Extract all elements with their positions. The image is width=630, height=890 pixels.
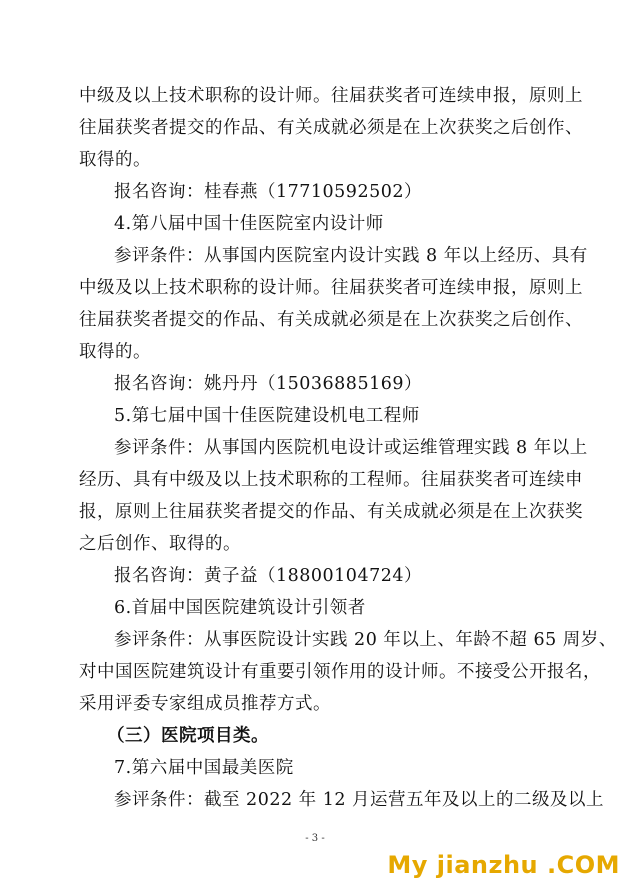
paragraph-line: 对中国医院建筑设计有重要引领作用的设计师。不接受公开报名， (79, 662, 601, 682)
category-heading: （三）医院项目类。 (107, 726, 269, 746)
paragraph-line: 往届获奖者提交的作品、有关成就必须是在上次获奖之后创作、 (79, 118, 583, 138)
section-heading: 7.第六届中国最美医院 (114, 758, 294, 778)
paragraph-line: 往届获奖者提交的作品、有关成就必须是在上次获奖之后创作、 (79, 310, 583, 330)
paragraph-line: 报，原则上往届获奖者提交的作品、有关成就必须是在上次获奖 (79, 502, 583, 522)
section-heading: 5.第七届中国十佳医院建设机电工程师 (114, 406, 420, 426)
paragraph-line: 参评条件：从事医院设计实践 20 年以上、年龄不超 65 周岁、 (114, 630, 617, 650)
paragraph-line: 参评条件：截至 2022 年 12 月运营五年及以上的二级及以上 (114, 790, 605, 810)
paragraph-line: 参评条件：从事国内医院机电设计或运维管理实践 8 年以上 (114, 438, 588, 458)
paragraph-line: 经历、具有中级及以上技术职称的工程师。往届获奖者可连续申 (79, 470, 583, 490)
paragraph-line: 采用评委专家组成员推荐方式。 (79, 694, 331, 714)
paragraph-line: 参评条件：从事国内医院室内设计实践 8 年以上经历、具有 (114, 246, 588, 266)
paragraph-line: 取得的。 (79, 150, 151, 170)
paragraph-line: 之后创作、取得的。 (79, 534, 241, 554)
contact-line: 报名咨询：桂春燕（17710592502） (114, 182, 422, 202)
section-heading: 6.首届中国医院建筑设计引领者 (114, 598, 366, 618)
paragraph-line: 中级及以上技术职称的设计师。往届获奖者可连续申报，原则上 (79, 86, 583, 106)
paragraph-line: 取得的。 (79, 342, 151, 362)
watermark-logo: My jianzhu .COM (387, 851, 620, 879)
section-heading: 4.第八届中国十佳医院室内设计师 (114, 214, 384, 234)
contact-line: 报名咨询：黄子益（18800104724） (114, 566, 422, 586)
paragraph-line: 中级及以上技术职称的设计师。往届获奖者可连续申报，原则上 (79, 278, 583, 298)
contact-line: 报名咨询：姚丹丹（15036885169） (114, 374, 422, 394)
page-number: - 3 - (305, 833, 325, 844)
